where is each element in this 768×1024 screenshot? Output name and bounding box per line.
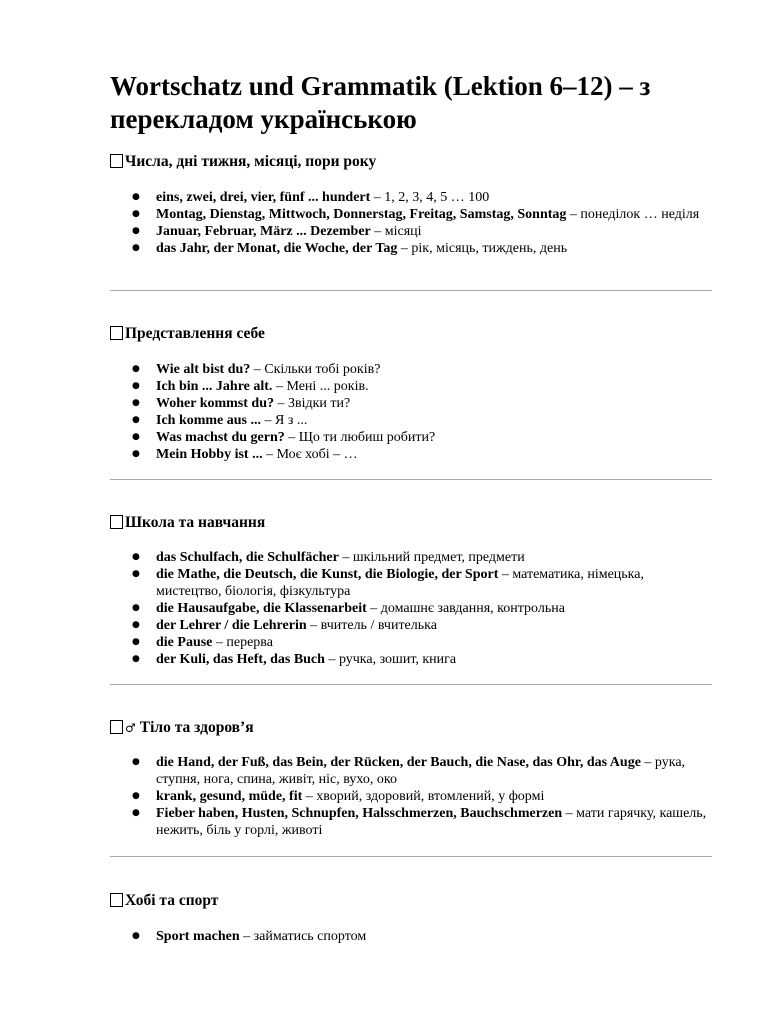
section-divider bbox=[110, 684, 712, 685]
list-item bbox=[110, 395, 712, 412]
section-heading bbox=[110, 891, 712, 911]
list-item bbox=[110, 240, 712, 257]
bullet-icon: ● bbox=[132, 364, 140, 374]
german-term: Ich komme aus ... bbox=[156, 413, 262, 428]
translation: – Моє хобі – … bbox=[262, 447, 358, 462]
vocab-list bbox=[110, 754, 712, 839]
missing-glyph-icon bbox=[110, 720, 123, 734]
bullet-icon: ● bbox=[132, 791, 140, 801]
translation: – місяці bbox=[370, 224, 422, 239]
translation: – займатись спортом bbox=[239, 929, 367, 944]
bullet-icon: ● bbox=[132, 243, 140, 253]
german-term: die Pause bbox=[156, 635, 213, 650]
bullet-icon: ● bbox=[132, 569, 140, 579]
german-term: Was machst du gern? bbox=[156, 430, 285, 445]
bullet-icon: ● bbox=[132, 603, 140, 613]
bullet-icon: ● bbox=[132, 415, 140, 425]
german-term: Sport machen bbox=[156, 929, 240, 944]
german-term: der Kuli, das Heft, das Buch bbox=[156, 652, 325, 667]
list-item bbox=[110, 429, 712, 446]
bullet-icon: ● bbox=[132, 192, 140, 202]
bullet-icon: ● bbox=[132, 449, 140, 459]
bullet-icon: ● bbox=[132, 654, 140, 664]
bullet-icon: ● bbox=[132, 226, 140, 236]
german-term: Wie alt bist du? bbox=[156, 362, 251, 377]
male-sign-icon: ♂ bbox=[125, 721, 136, 735]
german-term: Woher kommst du? bbox=[156, 396, 274, 411]
missing-glyph-icon bbox=[110, 515, 123, 529]
section-heading bbox=[110, 718, 712, 738]
german-term: krank, gesund, müde, fit bbox=[156, 789, 303, 804]
translation: – домашнє завдання, контрольна bbox=[366, 601, 565, 616]
missing-glyph-icon bbox=[110, 326, 123, 340]
translation: – рік, місяць, тиждень, день bbox=[397, 241, 568, 256]
german-term: Ich bin ... Jahre alt. bbox=[156, 379, 273, 394]
missing-glyph-icon bbox=[110, 154, 123, 168]
bullet-icon: ● bbox=[132, 757, 140, 767]
german-term: das Jahr, der Monat, die Woche, der Tag bbox=[156, 241, 398, 256]
section-heading-text: Хобі та спорт bbox=[125, 892, 219, 909]
translation: – Я з ... bbox=[261, 413, 308, 428]
list-item bbox=[110, 754, 712, 788]
list-item bbox=[110, 206, 712, 223]
missing-glyph-icon bbox=[110, 893, 123, 907]
bullet-icon: ● bbox=[132, 398, 140, 408]
translation: – перерва bbox=[212, 635, 273, 650]
section-divider bbox=[110, 290, 712, 291]
translation: – Мені ... років. bbox=[272, 379, 369, 394]
list-item bbox=[110, 361, 712, 378]
list-item bbox=[110, 189, 712, 206]
german-term: Fieber haben, Husten, Schnupfen, Halsschmerzen, Bauchschmerzen bbox=[156, 806, 563, 821]
document-title: Wortschatz und Grammatik (Lektion 6–12) – з перекладом українською bbox=[110, 71, 651, 134]
list-item bbox=[110, 566, 712, 600]
list-item bbox=[110, 805, 712, 839]
list-item bbox=[110, 378, 712, 395]
section-heading-text: Числа, дні тижня, місяці, пори року bbox=[125, 153, 377, 170]
translation: – математика, німецька, мистецтво, біологія, фізкультура bbox=[156, 567, 644, 599]
section-divider bbox=[110, 856, 712, 857]
german-term: das Schulfach, die Schulfächer bbox=[156, 550, 339, 565]
translation: – мати гарячку, кашель, нежить, біль у горлі, животі bbox=[156, 806, 707, 838]
german-term: die Mathe, die Deutsch, die Kunst, die Biologie, der Sport bbox=[156, 567, 499, 582]
section-introduction bbox=[110, 324, 712, 462]
section-body-health bbox=[110, 718, 712, 838]
list-item bbox=[110, 617, 712, 634]
bullet-icon: ● bbox=[132, 931, 140, 941]
german-term: der Lehrer / die Lehrerin bbox=[156, 618, 307, 633]
section-divider bbox=[110, 479, 712, 480]
translation: – шкільний предмет, предмети bbox=[338, 550, 525, 565]
list-item bbox=[110, 600, 712, 617]
list-item bbox=[110, 446, 712, 463]
section-heading-text: Тіло та здоров’я bbox=[139, 719, 254, 736]
bullet-icon: ● bbox=[132, 808, 140, 818]
german-term: die Hand, der Fuß, das Bein, der Rücken, der Bauch, die Nase, das Ohr, das Auge bbox=[156, 755, 641, 770]
bullet-icon: ● bbox=[132, 637, 140, 647]
translation: – вчитель / вчителька bbox=[306, 618, 437, 633]
german-term: die Hausaufgabe, die Klassenarbeit bbox=[156, 601, 367, 616]
list-item bbox=[110, 788, 712, 805]
translation: – 1, 2, 3, 4, 5 … 100 bbox=[370, 190, 490, 205]
vocab-list bbox=[110, 549, 712, 668]
german-term: Januar, Februar, März ... Dezember bbox=[156, 224, 371, 239]
list-item bbox=[110, 412, 712, 429]
section-hobbies-sport bbox=[110, 891, 712, 944]
section-heading bbox=[110, 152, 712, 172]
translation: – Що ти любиш робити? bbox=[284, 430, 436, 445]
section-school bbox=[110, 513, 712, 667]
list-item bbox=[110, 928, 712, 945]
list-item bbox=[110, 549, 712, 566]
bullet-icon: ● bbox=[132, 552, 140, 562]
list-item bbox=[110, 223, 712, 240]
bullet-icon: ● bbox=[132, 620, 140, 630]
section-heading-text: Школа та навчання bbox=[125, 514, 266, 531]
german-term: Montag, Dienstag, Mittwoch, Donnerstag, Freitag, Samstag, Sonntag bbox=[156, 207, 567, 222]
translation: – Скільки тобі років? bbox=[250, 362, 381, 377]
vocab-list bbox=[110, 361, 712, 463]
vocab-list bbox=[110, 189, 712, 257]
german-term: eins, zwei, drei, vier, fünf ... hundert bbox=[156, 190, 371, 205]
translation: – понеділок … неділя bbox=[566, 207, 700, 222]
translation: – ручка, зошит, книга bbox=[324, 652, 457, 667]
section-heading bbox=[110, 324, 712, 344]
vocab-list bbox=[110, 928, 712, 945]
list-item bbox=[110, 634, 712, 651]
bullet-icon: ● bbox=[132, 381, 140, 391]
bullet-icon: ● bbox=[132, 209, 140, 219]
translation: – хворий, здоровий, втомлений, у формі bbox=[302, 789, 545, 804]
section-heading-text: Представлення себе bbox=[125, 325, 265, 342]
section-numbers-days bbox=[110, 152, 712, 256]
german-term: Mein Hobby ist ... bbox=[156, 447, 263, 462]
section-heading bbox=[110, 513, 712, 533]
translation: – Звідки ти? bbox=[273, 396, 351, 411]
bullet-icon: ● bbox=[132, 432, 140, 442]
list-item bbox=[110, 651, 712, 668]
translation: – рука, ступня, нога, спина, живіт, ніс, вухо, око bbox=[156, 755, 686, 787]
